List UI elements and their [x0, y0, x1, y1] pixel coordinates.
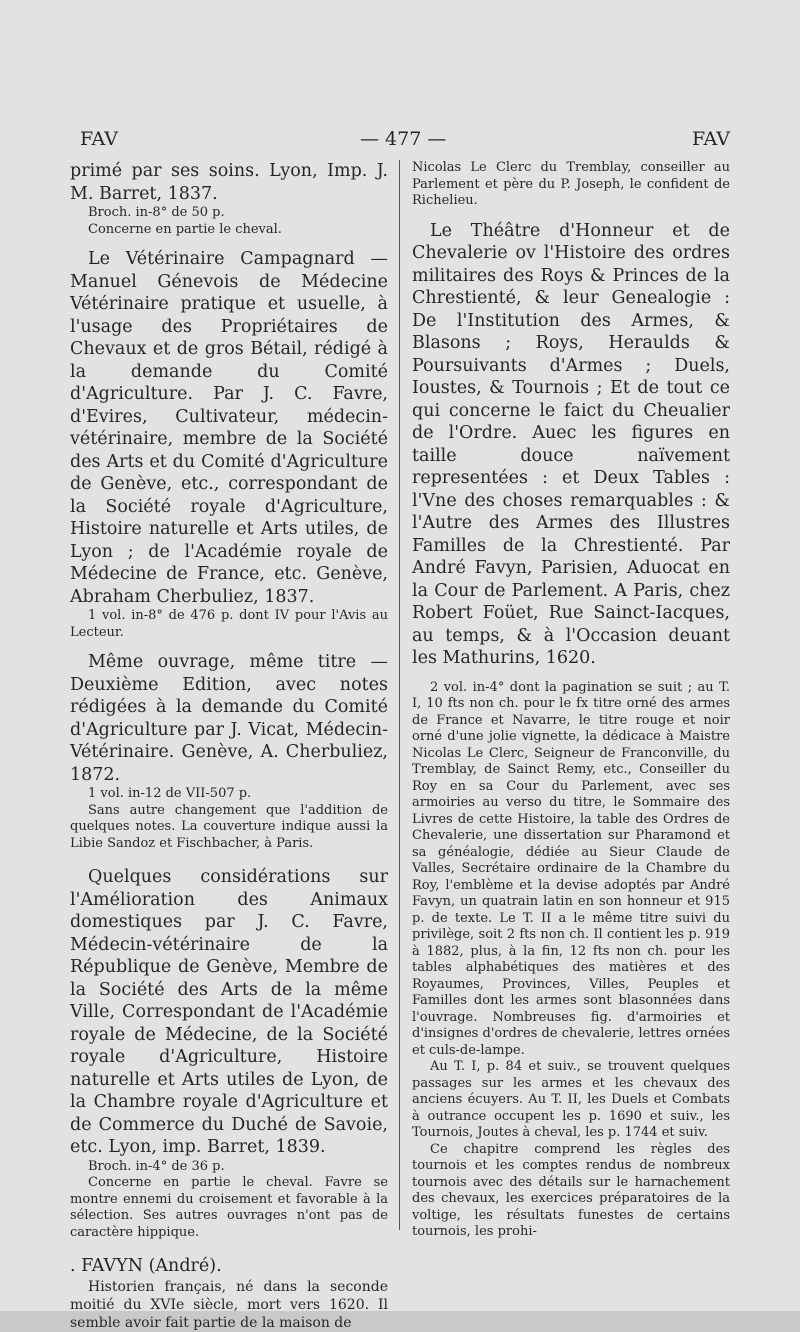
- running-header: [80, 128, 730, 156]
- entry-note: Concerne en partie le cheval. Favre se montre ennemi du croisement et favorable à la sélection. Ses autres ouvrages n'ont pas de caractère hippique.: [70, 1175, 388, 1240]
- entry-note: 1 vol. in-12 de VII-507 p.: [88, 786, 252, 801]
- entry-note: Broch. in-8° de 50 p.: [88, 205, 225, 220]
- entry-note: 1 vol. in-8° de 476 p. dont IV pour l'Avis au Lecteur.: [70, 608, 388, 640]
- entry-text: Le Vétérinaire Campagnard — Manuel Génevois de Médecine Vétérinaire pratique et usuelle, à l'usage des Propriétaires de Chevaux et de gros Bétail, rédigé à la demande du Comité d'Agriculture. Par J. C. Favre, d'Evires, Cultivateur, médecin-vétérinaire, membre de la Société des Arts et du Comité d'Agriculture de Genève, etc., correspondant de la Société royale d'Agriculture, Histoire naturelle et Arts utiles, de Lyon ; de l'Académie royale de Médecine de France, etc. Genève, Abraham Cherbuliez, 1837.: [70, 249, 388, 607]
- right-column: [412, 160, 730, 1241]
- entry-text: Même ouvrage, même titre — Deuxième Edition, avec notes rédigées à la demande du Comité d'Agriculture par J. Vicat, Médecin-Vétérinaire. Genève, A. Cherbuliez, 1872.: [70, 652, 388, 785]
- author-bio: Historien français, né dans la seconde moitié du XVIe siècle, mort vers 1620. Il semble avoir fait partie de la maison de: [70, 1278, 388, 1331]
- author-heading: . FAVYN (André).: [70, 1256, 222, 1276]
- entry-note: 2 vol. in-4° dont la pagination se suit ; au T. I, 10 fts non ch. pour le fx titre orné des armes de France et Navarre, le titre rouge et noir orné d'une jolie vignette, la dédicace à Maistre Nicolas Le Clerc, Seigneur de Franconville, du Tremblay, de Sainct Remy, etc., Conseiller du Roy en sa Cour du Parlement, avec ses armoiries au verso du titre, le Sommaire des Livres de cette Histoire, la table des Ordres de Chevalerie, une dissertation sur Pharamond et sa généalogie, dédiée au Sieur Claude de Valles, Secrétaire ordinaire de la Chambre du Roy, l'emblème et la devise adoptés par André Favyn, un quatrain latin en son honneur et 915 p. de texte. Le T. II a le même titre suivi du privilège, soit 2 fts non ch. Il contient les p. 919 à 1882, plus, à la fin, 12 fts non ch. pour les tables alphabétiques des matières et des Royaumes, Provinces, Villes, Peuples et Familles dont les armes sont blasonnées dans l'ouvrage. Nombreuses fig. d'armoiries et d'insignes d'ordres de chevalerie, lettres ornées et culs-de-lampe.: [412, 679, 730, 1058]
- entry-note: Au T. I, p. 84 et suiv., se trouvent quelques passages sur les armes et les chevaux des anciens écuyers. Au T. II, les Duels et Combats à outrance occupent les p. 1690 et suiv., les Tournois, Joutes à cheval, les p. 1744 et suiv.: [412, 1059, 730, 1140]
- left-column: [70, 160, 388, 1332]
- entry-text: Le Théâtre d'Honneur et de Chevalerie ov l'Histoire des ordres militaires des Roys & Princes de la Chrestienté, & leur Genealogie : De l'Institution des Armes, & Blasons ; Roys, Heraulds & Poursuivants d'Armes ; Duels, Ioustes, & Tournois ; Et de tout ce qui concerne le faict du Cheualier de l'Ordre. Auec les figures en taille douce naïvement representées : et Deux Tables : l'Vne des choses remarquables : & l'Autre des Armes des Illustres Familles de la Chrestienté. Par André Favyn, Parisien, Aduocat en la Cour de Parlement. A Paris, chez Robert Foüet, Rue Sainct-Iacques, au temps, & à l'Occasion deuant les Mathurins, 1620.: [412, 220, 730, 668]
- entry-text: primé par ses soins. Lyon, Imp. J. M. Barret, 1837.: [70, 161, 388, 204]
- entry-note: Sans autre changement que l'addition de quelques notes. La couverture indique aussi la Libie Sandoz et Fischbacher, à Paris.: [70, 802, 388, 851]
- column-divider: [399, 160, 400, 1230]
- header-right: FAV: [691, 128, 730, 150]
- page-number: — 477 —: [360, 128, 447, 150]
- entry-note: Broch. in-4° de 36 p.: [88, 1158, 225, 1174]
- entry-note: Ce chapitre comprend les règles des tournois et les comptes rendus de nombreux tournois avec des détails sur le harnachement des chevaux, les exercices préparatoires de la voltige, les résultats funestes de certains tournois, les prohi-: [412, 1141, 730, 1239]
- header-left: FAV: [80, 128, 119, 150]
- entry-text: Quelques considérations sur l'Amélioration des Animaux domestiques par J. C. Favre, Médecin-vétérinaire de la République de Genève, Membre de la Société des Arts de la même Ville, Correspondant de l'Académie royale de Médecine, de la Société royale d'Agriculture, Histoire naturelle et Arts utiles de Lyon, de la Chambre royale d'Agriculture et de Commerce du Duché de Savoie, etc. Lyon, imp. Barret, 1839.: [70, 867, 388, 1157]
- entry-note: Nicolas Le Clerc du Tremblay, conseiller au Parlement et père du P. Joseph, le confident de Richelieu.: [412, 160, 730, 208]
- entry-note: Concerne en partie le cheval.: [88, 221, 282, 237]
